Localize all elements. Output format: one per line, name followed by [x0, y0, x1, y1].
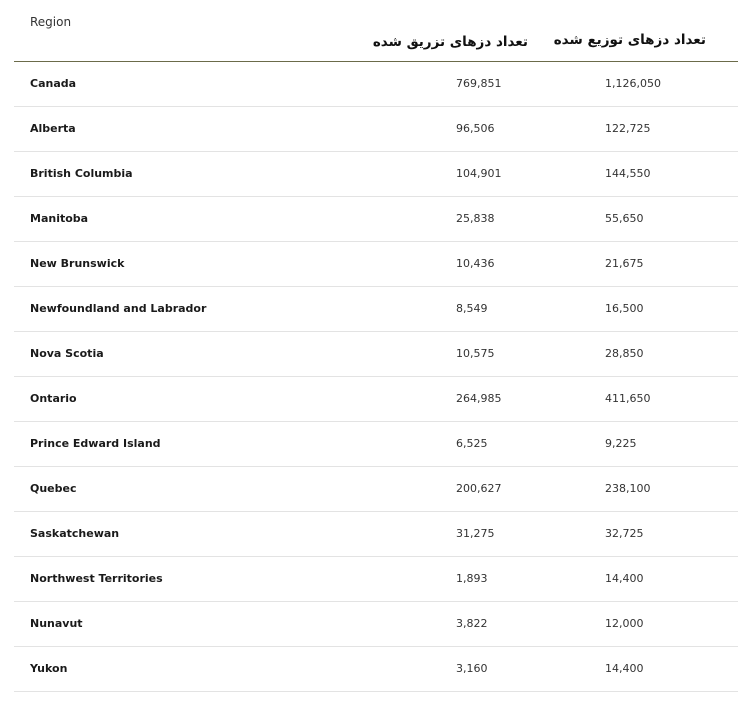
doses-distributed-cell: 1,126,050: [605, 77, 661, 90]
region-cell: Quebec: [30, 482, 77, 495]
region-cell: Nunavut: [30, 617, 83, 630]
region-cell: British Columbia: [30, 167, 133, 180]
doses-administered-cell: 3,160: [456, 662, 488, 675]
doses-administered-cell: 10,575: [456, 347, 495, 360]
doses-administered-cell: 96,506: [456, 122, 495, 135]
region-cell: Canada: [30, 77, 77, 90]
table-row: [14, 512, 738, 557]
doses-distributed-cell: 28,850: [605, 347, 644, 360]
table-row: [14, 467, 738, 512]
region-cell: Prince Edward Island: [30, 437, 161, 450]
region-cell: Ontario: [30, 392, 77, 405]
doses-administered-cell: 8,549: [456, 302, 488, 315]
doses-administered-cell: 200,627: [456, 482, 502, 495]
doses-administered-cell: 104,901: [456, 167, 502, 180]
doses-distributed-cell: 16,500: [605, 302, 644, 315]
region-cell: Yukon: [30, 662, 68, 675]
region-cell: New Brunswick: [30, 257, 125, 270]
doses-administered-cell: 1,893: [456, 572, 488, 585]
table-row: [14, 422, 738, 467]
doses-distributed-cell: 12,000: [605, 617, 644, 630]
doses-administered-cell: 3,822: [456, 617, 488, 630]
table-row: [14, 152, 738, 197]
table-row: [14, 287, 738, 332]
doses-distributed-cell: 238,100: [605, 482, 651, 495]
doses-distributed-cell: 144,550: [605, 167, 651, 180]
doses-administered-cell: 769,851: [456, 77, 502, 90]
table-row: [14, 332, 738, 377]
region-cell: Newfoundland and Labrador: [30, 302, 207, 315]
column-header-doses-distributed: تعداد دزهای توزیع شده: [553, 32, 706, 48]
doses-administered-cell: 25,838: [456, 212, 495, 225]
doses-administered-cell: 6,525: [456, 437, 488, 450]
doses-administered-cell: 10,436: [456, 257, 495, 270]
doses-distributed-cell: 411,650: [605, 392, 651, 405]
region-cell: Northwest Territories: [30, 572, 163, 585]
table-row: [14, 197, 738, 242]
vaccine-doses-table: [14, 0, 738, 692]
doses-distributed-cell: 14,400: [605, 662, 644, 675]
region-cell: Manitoba: [30, 212, 89, 225]
table-row: [14, 107, 738, 152]
table-row: [14, 602, 738, 647]
table-header: [14, 0, 738, 62]
region-cell: Saskatchewan: [30, 527, 120, 540]
region-cell: Alberta: [30, 122, 76, 135]
table-row: [14, 557, 738, 602]
doses-distributed-cell: 122,725: [605, 122, 651, 135]
doses-distributed-cell: 55,650: [605, 212, 644, 225]
table-row: [14, 377, 738, 422]
table-body: [14, 62, 738, 692]
column-header-region: Region: [30, 15, 72, 29]
table-row: [14, 62, 738, 107]
table-row: [14, 647, 738, 692]
doses-distributed-cell: 14,400: [605, 572, 644, 585]
table-row: [14, 242, 738, 287]
doses-distributed-cell: 9,225: [605, 437, 637, 450]
region-cell: Nova Scotia: [30, 347, 104, 360]
doses-distributed-cell: 32,725: [605, 527, 644, 540]
doses-administered-cell: 31,275: [456, 527, 495, 540]
doses-distributed-cell: 21,675: [605, 257, 644, 270]
column-header-doses-administered: تعداد دزهای تزریق شده: [372, 34, 528, 50]
doses-administered-cell: 264,985: [456, 392, 502, 405]
